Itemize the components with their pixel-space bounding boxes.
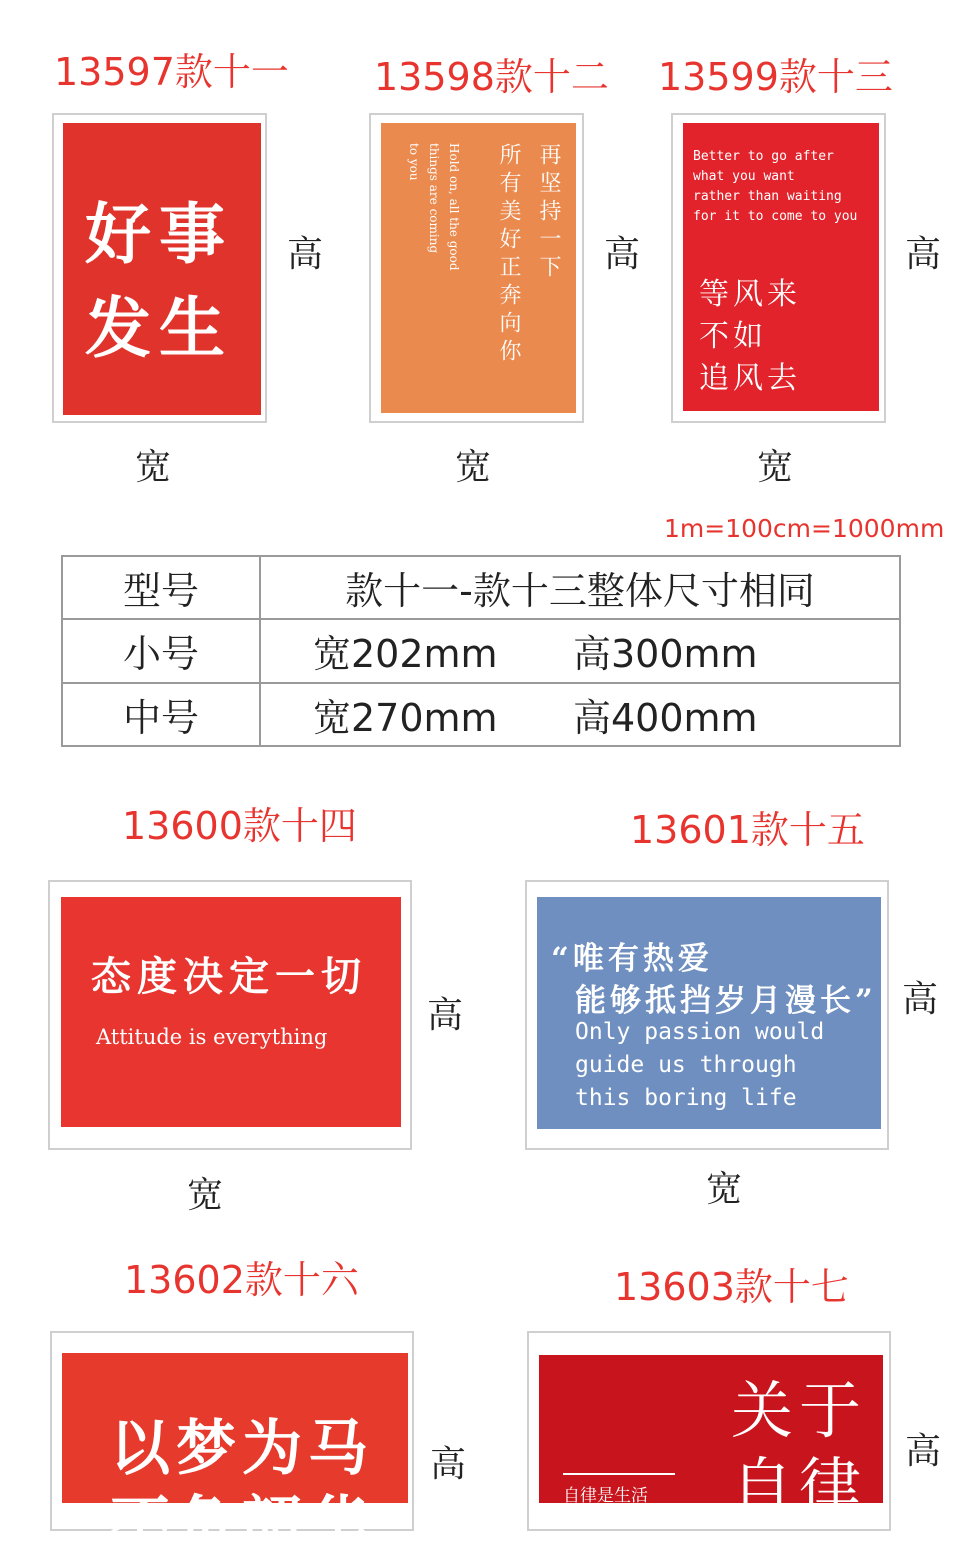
poster-17-small-text: 自律是生活 (563, 1486, 648, 1506)
size-dims-medium (260, 683, 900, 746)
poster-17-line-2: 自律 (731, 1450, 868, 1523)
poster-12-en-col-2: things are coming (427, 143, 441, 254)
poster-17-line-1: 关于 (731, 1374, 868, 1447)
poster-15-cn-1: “唯有热爱 (551, 941, 713, 977)
poster-15-en-2: guide us through (575, 1052, 797, 1078)
poster-17-divider (563, 1473, 675, 1475)
height-label-15: 高 (902, 979, 939, 1020)
poster-12-en-col-3: to you (407, 143, 421, 181)
product-code-17: 13603款十七 (614, 1265, 849, 1309)
product-code-13: 13599款十三 (658, 55, 893, 99)
table-row (62, 619, 900, 682)
table-header-label: 型号 (62, 556, 260, 619)
poster-15-en-1: Only passion would (575, 1019, 825, 1045)
table-row (62, 683, 900, 746)
poster-13-en-4: for it to come to you (693, 209, 858, 224)
product-code-11: 13597款十一 (54, 50, 289, 94)
poster-13-cn-1: 等风来 (699, 277, 801, 312)
width-label-12: 宽 (455, 447, 492, 488)
poster-14-en: Attitude is everything (96, 1025, 328, 1049)
poster-17 (539, 1355, 883, 1523)
size-table (61, 555, 901, 747)
height-label-14: 高 (427, 995, 464, 1036)
width-label-15: 宽 (706, 1169, 743, 1210)
height-label-13: 高 (905, 234, 942, 275)
poster-15-cn-2: 能够抵挡岁月漫长” (575, 983, 877, 1019)
poster-13-cn-2: 不如 (699, 319, 767, 354)
poster-11-line-2: 发生 (85, 289, 233, 367)
poster-13-en-1: Better to go after (693, 149, 834, 164)
poster-16-line-2: 不负韶华 (110, 1490, 374, 1560)
size-small-width: 宽202mm (313, 632, 498, 677)
size-medium-height: 高400mm (573, 695, 758, 740)
product-code-16: 13602款十六 (124, 1258, 359, 1302)
width-label-14: 宽 (187, 1175, 224, 1216)
product-code-12: 13598款十二 (374, 55, 609, 99)
poster-12-cn-col-1: 再坚持一下 (536, 143, 561, 283)
poster-11 (63, 123, 261, 415)
poster-14 (61, 897, 401, 1127)
poster-12 (381, 123, 576, 413)
poster-16 (62, 1353, 408, 1560)
poster-13-en-2: what you want (693, 169, 795, 184)
size-small-height: 高300mm (573, 632, 758, 677)
size-dims-small (260, 619, 900, 682)
height-label-11: 高 (287, 234, 324, 275)
poster-11-line-1: 好事 (85, 195, 233, 273)
height-label-16: 高 (430, 1444, 467, 1485)
poster-13-cn-3: 追风去 (699, 361, 801, 396)
poster-15-en-3: this boring life (575, 1085, 797, 1111)
table-header-value: 款十一-款十三整体尺寸相同 (260, 556, 900, 619)
height-label-12: 高 (604, 234, 641, 275)
height-label-17: 高 (905, 1431, 942, 1472)
poster-12-en-col-1: Hold on, all the good (447, 143, 461, 271)
size-medium-width: 宽270mm (313, 695, 498, 740)
poster-16-line-1: 以梦为马 (110, 1414, 374, 1484)
table-header-row (62, 556, 900, 619)
product-code-15: 13601款十五 (630, 808, 865, 852)
size-label-medium: 中号 (62, 683, 260, 746)
poster-13 (683, 123, 879, 411)
size-label-small: 小号 (62, 619, 260, 682)
width-label-11: 宽 (135, 447, 172, 488)
poster-15 (537, 897, 881, 1129)
width-label-13: 宽 (757, 447, 794, 488)
poster-12-cn-col-2: 所有美好正奔向你 (496, 143, 521, 367)
product-code-14: 13600款十四 (122, 804, 357, 848)
poster-13-en-3: rather than waiting (693, 189, 842, 204)
poster-14-cn: 态度决定一切 (91, 953, 367, 1000)
unit-note: 1m=100cm=1000mm (664, 514, 945, 543)
